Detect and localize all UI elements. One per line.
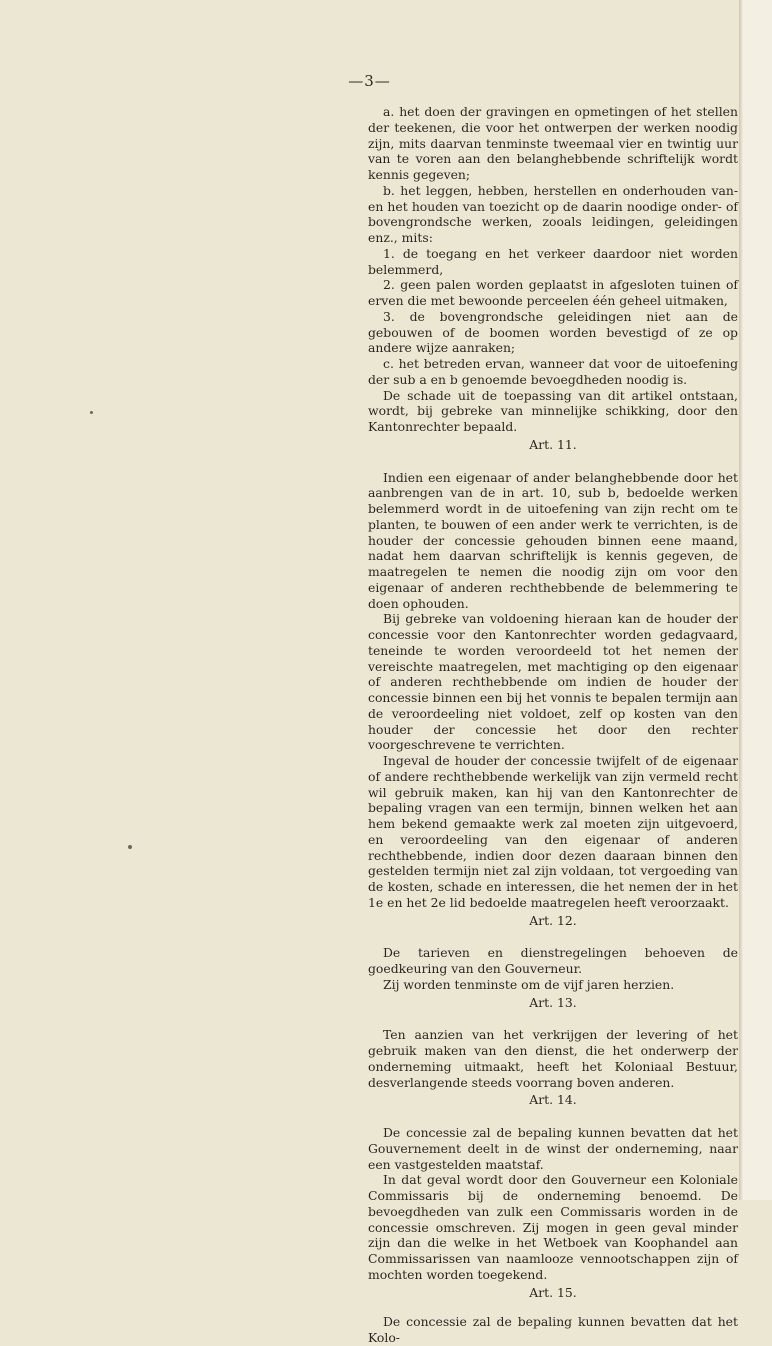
paper-speck — [90, 411, 93, 414]
page-number: —3— — [348, 72, 391, 90]
document-body — [368, 104, 738, 1346]
article-heading: Art. 14. — [529, 1092, 577, 1108]
paragraph: c. het betreden ervan, wanneer dat voor de uitoefening der sub a en b genoemde bevoegdheden noodig is. — [368, 356, 738, 387]
article-heading: Art. 15. — [529, 1284, 577, 1300]
paper-speck — [128, 845, 132, 849]
article-heading: Art. 12. — [529, 912, 577, 928]
paragraph: Indien een eigenaar of ander belanghebbende door het aanbrengen van de in art. 10, sub b, bedoelde werken belemmerd wordt in de uitoefening van zijn recht om te planten, te bouwen of een ander werk te verrichten, is de houder der concessie gehouden binnen eene maand, nadat hem daarvan schriftelijk is kennis gegeven, de maatregelen te nemen die noodig zijn om voor den eigenaar of anderen rechthebbende de belemmering te doen ophouden. — [368, 469, 738, 611]
paragraph: 3. de bovengrondsche geleidingen niet aan de gebouwen of de boomen worden bevestigd of ze op andere wijze aanraken; — [368, 308, 738, 356]
paragraph: De concessie zal de bepaling kunnen bevatten dat het Gouvernement deelt in de winst der onderneming, naar een vastgestelden maatstaf. — [368, 1125, 738, 1172]
paragraph: Zij worden tenminste om de vijf jaren herzien. — [383, 976, 675, 992]
paragraph: In dat geval wordt door den Gouverneur een Koloniale Commissaris bij de onderneming benoemd. De bevoegdheden van zulk een Commissaris worden in de concessie omschreven. Zij mogen in geen geval minder zijn dan die welke in het Wetboek van Koophandel aan Commissarissen van naamlooze vennootschappen zijn of mochten worden toegekend. — [368, 1172, 738, 1282]
paragraph: De concessie zal de bepaling kunnen bevatten dat het Kolo- — [368, 1314, 738, 1345]
paragraph: De schade uit de toepassing van dit artikel ontstaan, wordt, bij gebreke van minnelijke schikking, door den Kantonrechter bepaald. — [368, 387, 738, 434]
paragraph: b. het leggen, hebben, herstellen en onderhouden van- en het houden van toezicht op de daarin noodige onder- of bovengrondsche werken, zooals leidingen, geleidingen enz., mits: — [368, 182, 738, 245]
paragraph: 1. de toegang en het verkeer daardoor niet worden belemmerd, — [368, 245, 738, 277]
article-heading: Art. 11. — [529, 436, 577, 452]
paragraph: Ingeval de houder der concessie twijfelt of de eigenaar of andere rechthebbende werkelijk van zijn vermeld recht wil gebruik maken, kan hij van den Kantonrechter de bepaling vragen van een termijn, binnen welken het aan hem bekend gemaakte werk zal moeten zijn uitgevoerd, en veroordeeling van den eigenaar of anderen rechthebbende, indien door dezen daaraan binnen den gestelden termijn niet zal zijn voldaan, tot vergoeding van de kosten, schade en interessen, die het nemen der in het 1e en het 2e lid bedoelde maatregelen heeft veroorzaakt. — [368, 753, 738, 910]
paragraph: Ten aanzien van het verkrijgen der levering of het gebruik maken van den dienst, die het onderwerp der onderneming uitmaakt, heeft het Koloniaal Bestuur, desverlangende steeds voorrang boven anderen. — [368, 1027, 738, 1090]
paragraph: Bij gebreke van voldoening hieraan kan de houder der concessie voor den Kantonrechter worden gedagvaard, teneinde te worden veroordeeld tot het nemen der vereischte maatregelen, met machtiging op den eigenaar of anderen rechthebbende om indien de houder der concessie binnen een bij het vonnis te bepalen termijn aan de veroordeeling niet voldoet, zelf op kosten van den houder der concessie het door den rechter voorgeschrevene te verrichten. — [368, 611, 738, 753]
article-heading: Art. 13. — [529, 994, 577, 1010]
paragraph: 2. geen palen worden geplaatst in afgesloten tuinen of erven die met bewoonde perceelen één geheel uitmaken, — [368, 277, 738, 308]
page-edge — [739, 0, 772, 1200]
paragraph: a. het doen der gravingen en opmetingen of het stellen der teekenen, die voor het ontwerpen der werken noodig zijn, mits daarvan tenminste tweemaal vier en twintig uur van te voren aan den belanghebbende schriftelijk wordt kennis gegeven; — [368, 104, 738, 182]
paragraph: De tarieven en dienstregelingen behoeven de goedkeuring van den Gouverneur. — [368, 945, 738, 976]
